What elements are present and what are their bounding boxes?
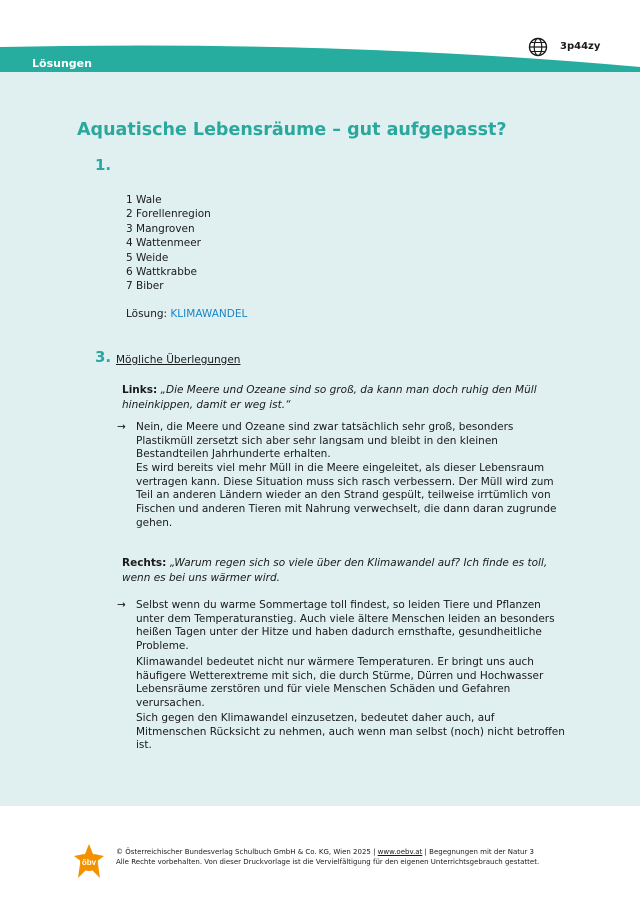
- footer-copyright: © Österreichischer Bundesverlag Schulbuch GmbH & Co. KG, Wien 2025 |: [116, 848, 378, 856]
- links-label: Links:: [122, 384, 158, 396]
- answer-item: 1 Wale: [126, 194, 162, 206]
- section-3-heading: Mögliche Überlegungen: [116, 354, 241, 366]
- rechts-quote: [122, 556, 567, 586]
- arrow-icon: →: [117, 599, 126, 611]
- solution-line: [126, 308, 247, 320]
- rechts-answer-p1: Selbst wenn du warme Sommertage toll findest, so leiden Tiere und Pflanzen unter dem Temperaturanstieg. Auch viele ältere Menschen leiden an besonders heißen Tagen unter der Hitze und haben dadurch ernsthafte, gesundheitliche Probleme.: [136, 599, 555, 653]
- links-quote-text: „Die Meere und Ozeane sind so groß, da kann man doch ruhig den Müll hineinkippen, damit er weg ist.“: [122, 384, 537, 411]
- footer-text: [116, 848, 616, 867]
- online-code[interactable]: 3p44zy: [560, 41, 601, 52]
- rechts-answer-p2: Klimawandel bedeutet nicht nur wärmere Temperaturen. Er bringt uns auch häufigere Wetterextreme mit sich, die durch Stürme, Dürren und Hochwasser Lebensräume zerstören und für viele Menschen Schäden und Gefahren verursachen.: [136, 656, 544, 710]
- links-answer-p1: Nein, die Meere und Ozeane sind zwar tatsächlich sehr groß, besonders Plastikmüll zersetzt sich aber sehr langsam und bleibt in den kleinen Bestandteilen Jahrhunderte erhalten.: [136, 421, 514, 461]
- header-label: Lösungen: [32, 57, 92, 70]
- answer-item: 5 Weide: [126, 251, 169, 264]
- solution-label: Lösung:: [126, 308, 168, 320]
- footer-book: | Begegnungen mit der Natur 3: [422, 848, 535, 856]
- rechts-quote-text: „Warum regen sich so viele über den Klimawandel auf? Ich finde es toll, wenn es bei uns wärmer wird.: [122, 557, 548, 584]
- links-answer-p2: Es wird bereits viel mehr Müll in die Meere eingeleitet, als dieser Lebensraum vertragen kann. Diese Situation muss sich rasch verbessern. Der Müll wird zum Teil an anderen Ländern wieder an den Strand gespült, teilweise irrtümlich von Fischen und anderen Tieren mit Nahrung verwechselt, die dann daran zugrunde gehen.: [136, 462, 557, 529]
- globe-icon[interactable]: [528, 37, 548, 57]
- answer-item: 2 Forellenregion: [126, 208, 211, 221]
- footer-line-1: [116, 848, 616, 858]
- answer-item: 7 Biber: [126, 280, 164, 293]
- arrow-icon: →: [117, 421, 126, 433]
- links-quote: [122, 383, 567, 413]
- rechts-answer-p3: Sich gegen den Klimawandel einzusetzen, bedeutet daher auch, auf Mitmenschen Rücksicht zu nehmen, auch wenn man selbst (noch) nicht betroffen ist.: [136, 712, 565, 752]
- logo-text: öbv: [81, 858, 97, 867]
- section-3-number: 3.: [95, 348, 112, 366]
- rechts-label: Rechts:: [122, 557, 167, 569]
- footer-link[interactable]: www.oebv.at: [377, 848, 423, 856]
- answer-item: 4 Wattenmeer: [126, 237, 201, 250]
- answer-list: [126, 193, 211, 294]
- oebv-logo-icon: [72, 842, 106, 882]
- section-1-number: 1.: [95, 156, 112, 174]
- answer-item: 6 Wattkrabbe: [126, 266, 198, 279]
- footer-line-2: Alle Rechte vorbehalten. Von dieser Druckvorlage ist die Vervielfältigung für den eigenen Unterrichtsgebrauch gestattet.: [116, 857, 540, 866]
- answer-item: 3 Mangroven: [126, 222, 195, 235]
- page-title: Aquatische Lebensräume – gut aufgepasst?: [77, 120, 507, 140]
- solution-value: KLIMAWANDEL: [170, 308, 248, 320]
